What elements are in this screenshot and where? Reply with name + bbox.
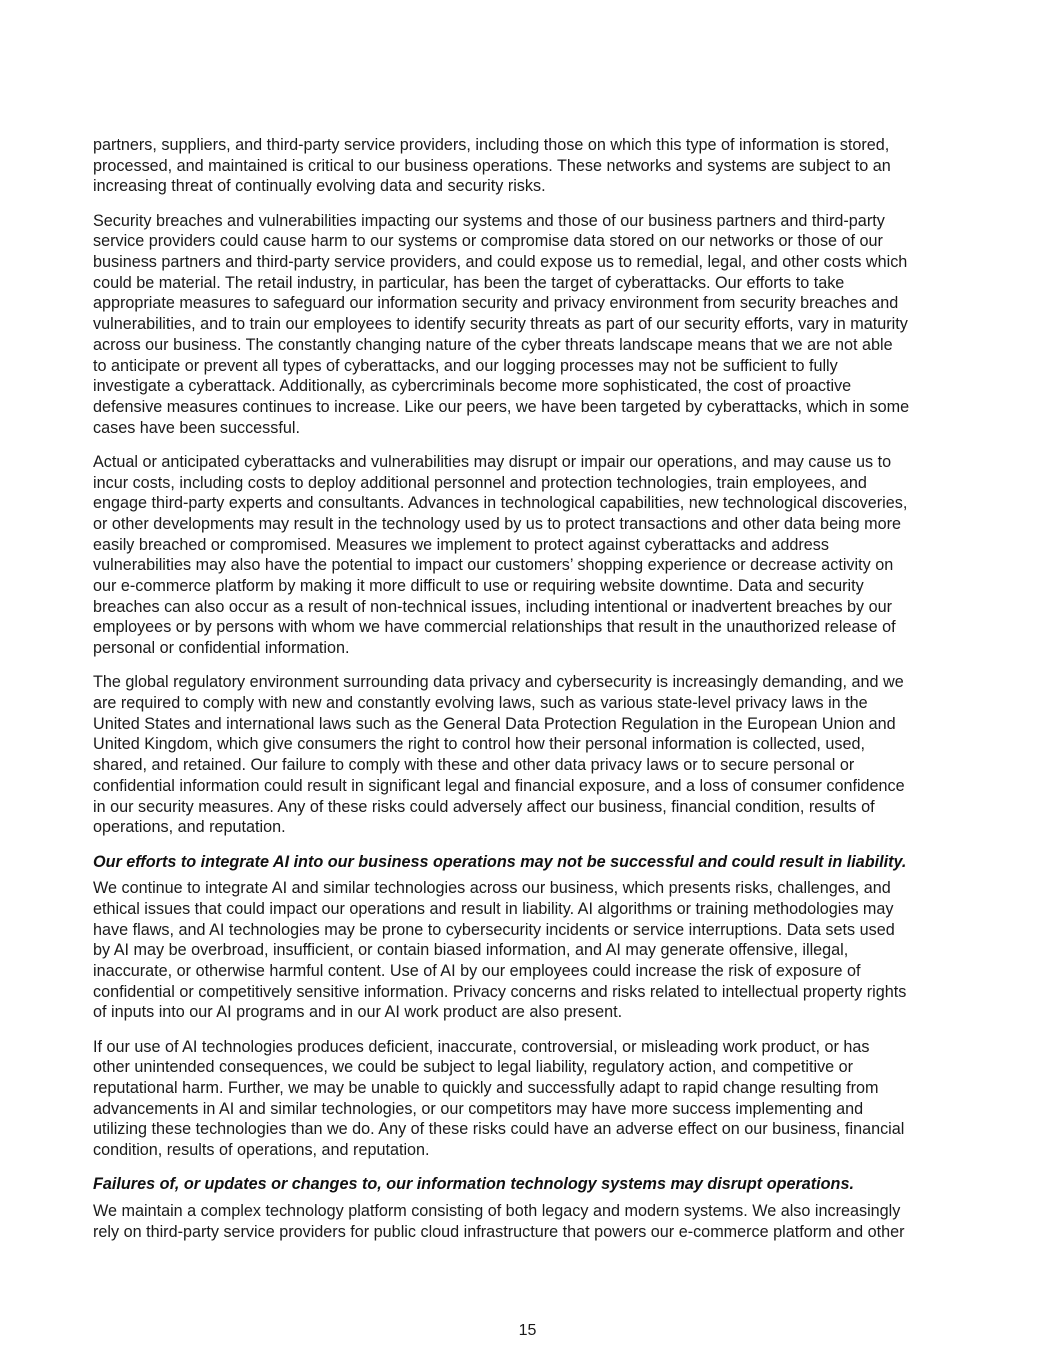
paragraph bbox=[93, 878, 973, 1023]
paragraph bbox=[93, 672, 973, 838]
text-line: of inputs into our AI programs and in our AI work product are also present. bbox=[93, 1003, 623, 1022]
page-number: 15 bbox=[518, 1322, 537, 1339]
text-line: Our efforts to integrate AI into our business operations may not be successful and could result in liability. bbox=[93, 852, 907, 871]
text-line: across our business. The constantly changing nature of the cyber threats landscape means that we are not able bbox=[93, 335, 893, 354]
text-line: We continue to integrate AI and similar technologies across our business, which presents risks, challenges, and bbox=[93, 879, 891, 898]
text-line: service providers could cause harm to our systems or compromise data stored on our networks or those of our bbox=[93, 232, 883, 251]
text-line: personal or confidential information. bbox=[93, 639, 350, 658]
text-line: cases have been successful. bbox=[93, 418, 300, 437]
text-line: Actual or anticipated cyberattacks and vulnerabilities may disrupt or impair our operations, and may cause us to bbox=[93, 452, 892, 471]
text-line: Failures of, or updates or changes to, our information technology systems may disrupt operations. bbox=[93, 1175, 854, 1194]
text-line: The global regulatory environment surrounding data privacy and cybersecurity is increasingly demanding, and we bbox=[93, 673, 904, 692]
text-line: operations, and reputation. bbox=[93, 818, 286, 837]
text-line: condition, results of operations, and reputation. bbox=[93, 1141, 430, 1160]
text-line: If our use of AI technologies produces deficient, inaccurate, controversial, or misleading work product, or has bbox=[93, 1037, 870, 1056]
text-line: or other developments may result in the technology used by us to protect transactions and other data being more bbox=[93, 514, 902, 533]
text-line: incur costs, including costs to deploy additional personnel and protection technologies, train employees, and bbox=[93, 473, 867, 492]
text-line: confidential or competitively sensitive information. Privacy concerns and risks related to intellectual property rights bbox=[93, 982, 907, 1001]
text-line: by AI may be overbroad, insufficient, or contain biased information, and AI may generate offensive, illegal, bbox=[93, 941, 849, 960]
text-line: engage third-party experts and consultants. Advances in technological capabilities, new technological discoveries, bbox=[93, 494, 908, 513]
text-line: ethical issues that could impact our operations and result in liability. AI algorithms or training methodologies may bbox=[93, 899, 894, 918]
text-line: partners, suppliers, and third-party service providers, including those on which this type of information is stored, bbox=[93, 136, 890, 154]
text-line: increasing threat of continually evolving data and security risks. bbox=[93, 177, 546, 196]
paragraph bbox=[93, 135, 973, 197]
text-line: breaches can also occur as a result of non-technical issues, including intentional or inadvertent breaches by our bbox=[93, 597, 893, 616]
paragraph bbox=[93, 452, 973, 659]
paragraph bbox=[93, 211, 973, 439]
text-line: are required to comply with new and constantly evolving laws, such as various state-level privacy laws in the bbox=[93, 694, 868, 713]
text-line: United Kingdom, which give consumers the right to control how their personal information is collected, used, bbox=[93, 735, 865, 754]
text-line: United States and international laws such as the General Data Protection Regulation in the European Union and bbox=[93, 714, 896, 733]
text-line: inaccurate, or otherwise harmful content. Use of AI by our employees could increase the risk of exposure of bbox=[93, 962, 861, 981]
text-line: other unintended consequences, we could be subject to legal liability, regulatory action, and competitive or bbox=[93, 1058, 854, 1077]
text-line: business partners and third-party service providers, and could expose us to remedial, legal, and other costs which bbox=[93, 253, 908, 272]
text-line: vulnerabilities, and to train our employees to identify security threats as part of our security efforts, vary in maturity bbox=[93, 315, 908, 334]
text-line: shared, and retained. Our failure to comply with these and other data privacy laws or to secure personal or bbox=[93, 756, 855, 775]
text-line: to anticipate or prevent all types of cyberattacks, and our logging processes may not be sufficient to fully bbox=[93, 356, 838, 375]
text-line: advancements in AI and similar technologies, or our competitors may have more success implementing and bbox=[93, 1099, 864, 1118]
text-line: investigate a cyberattack. Additionally, as cybercriminals become more sophisticated, the cost of proactive bbox=[93, 377, 852, 396]
text-line: easily breached or compromised. Measures we implement to protect against cyberattacks and address bbox=[93, 535, 829, 554]
text-line: have flaws, and AI technologies may be prone to cybersecurity incidents or service interruptions. Data sets used bbox=[93, 920, 895, 939]
text-line: processed, and maintained is critical to our business operations. These networks and systems are subject to an bbox=[93, 156, 891, 175]
text-line: We maintain a complex technology platform consisting of both legacy and modern systems. We also increasingly bbox=[93, 1202, 901, 1221]
text-line: rely on third-party service providers for public cloud infrastructure that powers our e-commerce platform and other bbox=[93, 1222, 905, 1241]
text-line: employees or by persons with whom we have commercial relationships that result in the unauthorized release of bbox=[93, 618, 896, 637]
text-line: in our security measures. Any of these risks could adversely affect our business, financial condition, results of bbox=[93, 797, 875, 816]
text-line: appropriate measures to safeguard our information security and privacy environment from security breaches and bbox=[93, 294, 899, 313]
text-line: defensive measures continues to increase. Like our peers, we have been targeted by cyberattacks, which in some bbox=[93, 397, 910, 416]
text-line: reputational harm. Further, we may be unable to quickly and successfully adapt to rapid change resulting from bbox=[93, 1079, 879, 1098]
section-heading bbox=[93, 852, 973, 873]
text-line: could be material. The retail industry, in particular, has been the target of cyberattacks. Our efforts to take bbox=[93, 273, 845, 292]
text-line: confidential information could result in significant legal and financial exposure, and a loss of consumer confidence bbox=[93, 776, 905, 795]
text-line: Security breaches and vulnerabilities impacting our systems and those of our business partners and third-party bbox=[93, 211, 885, 230]
text-line: utilizing these technologies than we do. Any of these risks could have an adverse effect on our business, financial bbox=[93, 1120, 905, 1139]
paragraph bbox=[93, 1201, 973, 1242]
paragraph bbox=[93, 1037, 973, 1161]
text-line: vulnerabilities may also have the potential to impact our customers’ shopping experience or decrease activity on bbox=[93, 556, 894, 575]
text-line: our e-commerce platform by making it more difficult to use or requiring website downtime. Data and security bbox=[93, 577, 864, 596]
section-heading bbox=[93, 1174, 973, 1195]
document-body bbox=[93, 135, 973, 1256]
